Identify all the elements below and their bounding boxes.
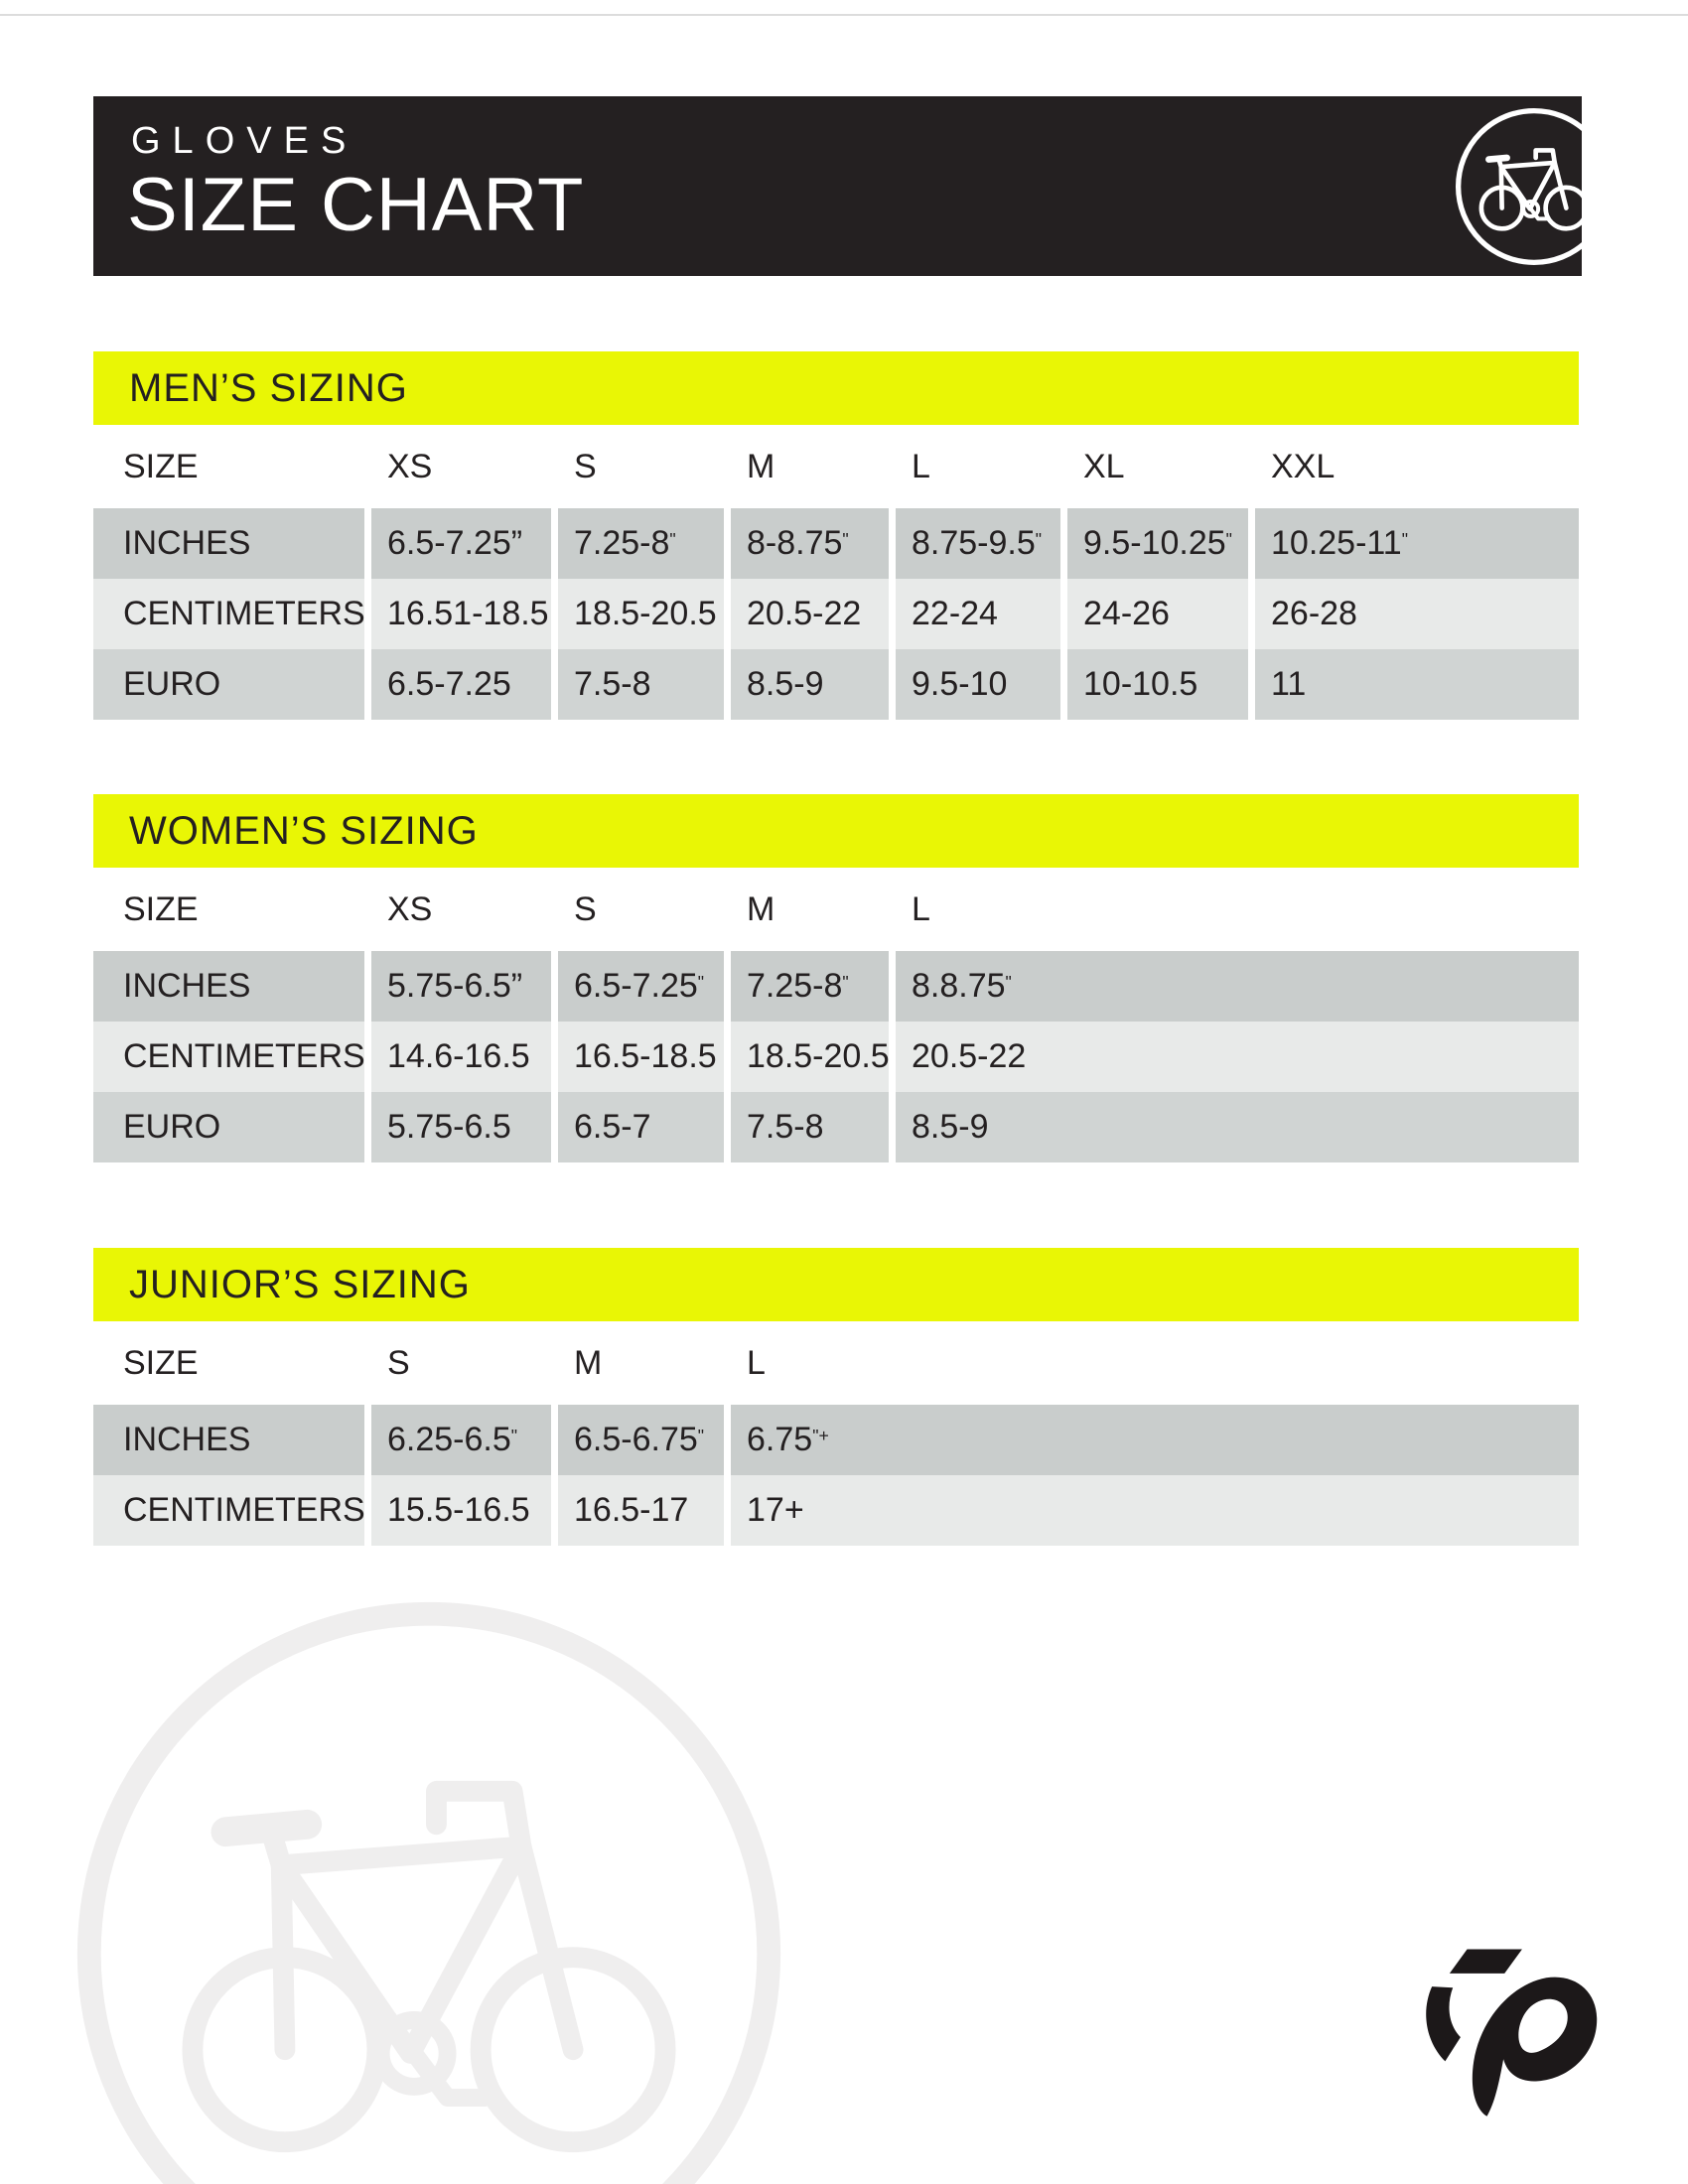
cell-cm-xxl: 26-28 [1255, 579, 1579, 649]
logo-p-body [1473, 1978, 1597, 2116]
size-header-cell-m: M [747, 447, 775, 485]
cell-inches-s: 6.25-6.5 " [371, 1405, 551, 1475]
section-title-bar [93, 794, 1579, 868]
row-label: INCHES [93, 1405, 364, 1475]
section-juniors-sizing [93, 1248, 1579, 1546]
cell-inches-s: 6.5-7.25 " [558, 951, 724, 1022]
size-header-cell-xs: XS [387, 447, 433, 485]
cell-cm-m: 16.5-17 [558, 1475, 724, 1546]
page-top-hairline [0, 14, 1688, 16]
cell-inches-l: 6.75 "+ [731, 1405, 1579, 1475]
cell-euro-m: 7.5-8 [731, 1092, 889, 1162]
cell-cm-l: 20.5-22 [896, 1022, 1579, 1092]
size-header-label: SIZE [123, 889, 199, 928]
size-header-cell-s: S [387, 1343, 410, 1382]
size-header-cell-m: M [747, 889, 775, 928]
cell-cm-xl: 24-26 [1067, 579, 1248, 649]
cell-cm-s: 15.5-16.5 [371, 1475, 551, 1546]
section-title: JUNIOR’S SIZING [129, 1262, 471, 1306]
row-label: CENTIMETERS [93, 579, 364, 649]
row-label: INCHES [93, 508, 364, 579]
cell-inches-l: 8.75-9.5 " [896, 508, 1060, 579]
logo-top-swoosh [1450, 1950, 1522, 1974]
cell-euro-xs: 6.5-7.25 [371, 649, 551, 720]
size-header-cell-s: S [574, 447, 597, 485]
cell-inches-xxl: 10.25-11 " [1255, 508, 1579, 579]
cell-inches-s: 7.25-8 " [558, 508, 724, 579]
table-row-inches [93, 951, 1579, 1022]
section-title: MEN’S SIZING [129, 365, 408, 410]
cell-cm-s: 18.5-20.5 [558, 579, 724, 649]
cell-inches-xl: 9.5-10.25 " [1067, 508, 1248, 579]
page-title: SIZE CHART [127, 163, 585, 247]
size-header-cell-xl: XL [1083, 447, 1125, 485]
cell-inches-m: 6.5-6.75 " [558, 1405, 724, 1475]
cell-euro-l: 8.5-9 [896, 1092, 1579, 1162]
bicycle-circle-watermark [60, 1584, 798, 2184]
cell-euro-l: 9.5-10 [896, 649, 1060, 720]
header-category: GLOVES [131, 120, 358, 162]
table-row-inches [93, 1405, 1579, 1475]
cell-inches-xs: 6.5-7.25” [371, 508, 551, 579]
size-header-cell-l: L [912, 447, 930, 485]
row-label: CENTIMETERS [93, 1475, 364, 1546]
size-header-cell-l: L [912, 889, 930, 928]
section-title: WOMEN’S SIZING [129, 808, 479, 853]
size-header-row [93, 425, 1579, 508]
cell-euro-xl: 10-10.5 [1067, 649, 1248, 720]
table-row-euro [93, 1092, 1579, 1162]
size-header-cell-m: M [574, 1343, 603, 1382]
cell-euro-xs: 5.75-6.5 [371, 1092, 551, 1162]
cell-cm-xs: 16.51-18.5 [371, 579, 551, 649]
cell-inches-l: 8.8.75 " [896, 951, 1579, 1022]
cell-cm-l: 17+ [731, 1475, 1579, 1546]
size-header-label: SIZE [123, 447, 199, 485]
cell-euro-s: 6.5-7 [558, 1092, 724, 1162]
cell-inches-m: 8-8.75 " [731, 508, 889, 579]
header-bar [93, 96, 1582, 276]
size-header-row [93, 1321, 1579, 1405]
cell-cm-m: 18.5-20.5 [731, 1022, 889, 1092]
size-header-label: SIZE [123, 1343, 199, 1382]
row-label: EURO [93, 649, 364, 720]
table-row-inches [93, 508, 1579, 579]
table-row-centimeters [93, 1022, 1579, 1092]
size-header-cell-l: L [747, 1343, 766, 1382]
section-title-bar [93, 1248, 1579, 1321]
size-header-row [93, 868, 1579, 951]
cell-inches-m: 7.25-8 " [731, 951, 889, 1022]
section-title-bar [93, 351, 1579, 425]
cell-cm-l: 22-24 [896, 579, 1060, 649]
table-row-centimeters [93, 579, 1579, 649]
section-womens-sizing [93, 794, 1579, 1162]
cell-cm-m: 20.5-22 [731, 579, 889, 649]
cell-inches-xs: 5.75-6.5” [371, 951, 551, 1022]
section-mens-sizing [93, 351, 1579, 720]
size-header-cell-xxl: XXL [1271, 447, 1336, 485]
row-label: CENTIMETERS [93, 1022, 364, 1092]
logo-left-crescent [1426, 1986, 1461, 2061]
cell-euro-m: 8.5-9 [731, 649, 889, 720]
table-row-centimeters [93, 1475, 1579, 1546]
bicycle-circle-icon [1452, 104, 1582, 269]
row-label: INCHES [93, 951, 364, 1022]
size-header-cell-s: S [574, 889, 597, 928]
row-label: EURO [93, 1092, 364, 1162]
size-header-cell-xs: XS [387, 889, 433, 928]
table-row-euro [93, 649, 1579, 720]
cell-euro-s: 7.5-8 [558, 649, 724, 720]
cell-cm-xs: 14.6-16.5 [371, 1022, 551, 1092]
pearl-izumi-logo [1388, 1934, 1617, 2118]
cell-cm-s: 16.5-18.5 [558, 1022, 724, 1092]
cell-euro-xxl: 11 [1255, 649, 1579, 720]
